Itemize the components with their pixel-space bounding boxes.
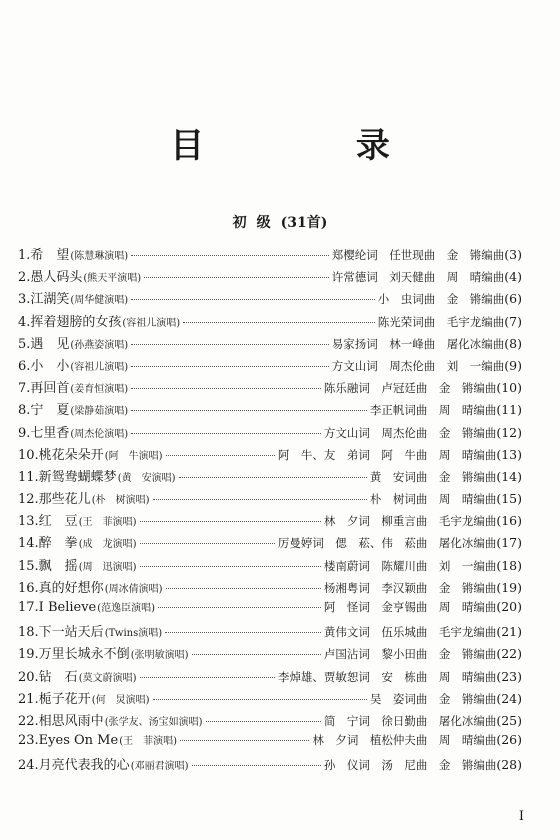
composer-credits: 杨湘粤词 李汉颖曲 金 锵编曲 xyxy=(323,580,497,595)
song-title: 18.下一站天后 xyxy=(18,625,104,641)
song-title: 5.遇 见 xyxy=(18,336,70,352)
singer-credit: (王 菲演唱) xyxy=(78,517,137,529)
dot-leader xyxy=(206,721,321,722)
composer-credits: 简 宁词 徐日勤曲 屠化冰编曲 xyxy=(323,713,497,728)
singer-credit: (张学友、汤宝如演唱) xyxy=(104,716,203,728)
entry-page-number: (26) xyxy=(496,732,522,748)
entry-page-number: (25) xyxy=(496,712,522,728)
composer-credits: 郑樱纶词 任世现曲 金 锵编曲 xyxy=(331,248,505,262)
song-title: 13.红 豆 xyxy=(18,514,78,530)
entry-page-number: (11) xyxy=(496,402,522,418)
entry-page-number: (7) xyxy=(504,313,522,329)
dot-leader xyxy=(166,455,275,456)
entry-page-number: (13) xyxy=(496,446,522,462)
dot-leader xyxy=(131,410,367,411)
composer-credits: 阿 牛、友 弟词 阿 牛曲 周 晴编曲 xyxy=(277,447,497,462)
dot-leader xyxy=(153,499,367,500)
toc-entry xyxy=(18,510,522,532)
singer-credit: (Twins演唱) xyxy=(104,628,163,640)
song-title: 22.相思风雨中 xyxy=(18,713,104,729)
entry-page-number: (3) xyxy=(504,247,522,262)
dot-leader xyxy=(131,366,329,367)
toc-entry xyxy=(18,444,522,466)
dot-leader xyxy=(165,632,321,633)
entry-page-number: (8) xyxy=(504,335,522,351)
song-title: 8.宁 夏 xyxy=(18,403,70,419)
toc-entry xyxy=(18,666,522,688)
dot-leader xyxy=(179,477,367,478)
dot-leader xyxy=(166,588,321,589)
dot-leader xyxy=(131,388,321,389)
song-title: 4.挥着翅膀的女孩 xyxy=(18,314,122,330)
song-title: 19.万里长城永不倒 xyxy=(18,647,130,663)
singer-credit: (邓丽君演唱) xyxy=(130,761,189,773)
toc-entry xyxy=(18,732,522,754)
composer-credits: 孙 仪词 汤 尼曲 金 锵编曲 xyxy=(323,758,497,773)
singer-credit: (阿 牛演唱) xyxy=(104,450,163,462)
entry-page-number: (19) xyxy=(496,579,522,595)
toc-entry xyxy=(18,266,522,288)
song-title: 15.飘 摇 xyxy=(18,558,78,574)
dot-leader xyxy=(158,607,321,608)
section-heading xyxy=(0,212,560,232)
composer-credits: 黄 安词曲 金 锵编曲 xyxy=(369,469,497,484)
song-title: 24.月亮代表我的心 xyxy=(18,758,130,774)
singer-credit: (姜育恒演唱) xyxy=(70,384,129,396)
page-title: 目 录 xyxy=(170,126,460,166)
toc-entry xyxy=(18,466,522,488)
song-title: 10.桃花朵朵开 xyxy=(18,447,104,463)
composer-credits: 易家扬词 林一峰曲 屠化冰编曲 xyxy=(331,336,505,351)
entry-page-number: (12) xyxy=(496,424,522,440)
dot-leader xyxy=(180,740,309,741)
composer-credits: 楼南蔚词 陈耀川曲 刘 一编曲 xyxy=(323,558,497,573)
section-level: 初级 xyxy=(232,215,281,231)
composer-credits: 林 夕词 柳重言曲 毛宇龙编曲 xyxy=(323,514,497,529)
singer-credit: (孙燕姿演唱) xyxy=(70,339,129,351)
singer-credit: (周 迅演唱) xyxy=(78,561,137,573)
song-title: 17.I Believe xyxy=(18,600,97,615)
singer-credit: (梁静茹演唱) xyxy=(70,406,129,418)
composer-credits: 卢国沾词 黎小田曲 金 锵编曲 xyxy=(323,647,497,662)
entry-page-number: (23) xyxy=(496,668,522,684)
toc-entry xyxy=(18,599,522,621)
composer-credits: 阿 怪词 金亨锡曲 周 晴编曲 xyxy=(323,600,497,614)
song-title: 20.钻 石 xyxy=(18,669,78,685)
composer-credits: 黄伟文词 伍乐城曲 毛宇龙编曲 xyxy=(323,625,497,640)
dot-leader xyxy=(131,433,321,434)
dot-leader xyxy=(131,255,329,256)
entry-page-number: (17) xyxy=(496,535,522,551)
entry-page-number: (15) xyxy=(496,491,522,507)
composer-credits: 吴 姿词曲 金 锵编曲 xyxy=(369,691,497,706)
entry-page-number: (22) xyxy=(496,646,522,662)
dot-leader xyxy=(153,699,367,700)
entry-page-number: (6) xyxy=(504,291,522,307)
singer-credit: (朴 树演唱) xyxy=(91,495,150,507)
singer-credit: (何 炅演唱) xyxy=(91,694,150,706)
song-title: 6.小 小 xyxy=(18,358,70,374)
toc-entry xyxy=(18,355,522,377)
composer-credits: 朴 树词曲 周 晴编曲 xyxy=(369,492,497,507)
song-title: 11.新鸳鸯蝴蝶梦 xyxy=(18,469,117,485)
song-title: 7.再回首 xyxy=(18,381,70,397)
toc-entry xyxy=(18,577,522,599)
composer-credits: 林 夕词 植松仲夫曲 周 晴编曲 xyxy=(312,733,497,748)
toc-entry xyxy=(18,311,522,333)
toc-entry xyxy=(18,710,522,732)
singer-credit: (周华健演唱) xyxy=(70,295,129,307)
song-title: 3.江湖笑 xyxy=(18,292,70,308)
singer-credit: (陈慧琳演唱) xyxy=(70,251,129,262)
composer-credits: 方文山词 周杰伦曲 金 锵编曲 xyxy=(323,425,497,440)
toc-entry xyxy=(18,488,522,510)
dot-leader xyxy=(140,566,321,567)
toc-entry xyxy=(18,555,522,577)
dot-leader xyxy=(192,765,321,766)
entry-page-number: (14) xyxy=(496,468,522,484)
singer-credit: (成 龙演唱) xyxy=(78,539,137,551)
page-number: I xyxy=(518,809,524,824)
composer-credits: 厉曼婷词 偲 菘、伟 菘曲 屠化冰编曲 xyxy=(277,536,497,551)
composer-credits: 方文山词 周杰伦曲 刘 一编曲 xyxy=(331,358,505,373)
composer-credits: 小 虫词曲 金 锵编曲 xyxy=(377,292,505,307)
singer-credit: (熊天平演唱) xyxy=(83,273,142,285)
singer-credit: (黄 安演唱) xyxy=(117,472,176,484)
toc-entry xyxy=(18,244,522,266)
dot-leader xyxy=(140,521,321,522)
toc-entry xyxy=(18,288,522,310)
song-title: 14.醉 拳 xyxy=(18,536,78,552)
entry-page-number: (9) xyxy=(504,357,522,373)
toc-entry xyxy=(18,621,522,643)
song-title: 12.那些花儿 xyxy=(18,492,91,508)
composer-credits: 许常德词 刘天健曲 周 晴编曲 xyxy=(331,270,505,285)
singer-credit: (周杰伦演唱) xyxy=(70,428,129,440)
dot-leader xyxy=(140,677,275,678)
song-title: 21.栀子花开 xyxy=(18,691,91,707)
entry-page-number: (21) xyxy=(496,624,522,640)
dot-leader xyxy=(131,299,375,300)
song-title: 2.愚人码头 xyxy=(18,270,83,286)
dot-leader xyxy=(131,344,329,345)
toc-entry xyxy=(18,532,522,554)
singer-credit: (周冰倩演唱) xyxy=(104,583,163,595)
entry-page-number: (16) xyxy=(496,513,522,529)
table-of-contents xyxy=(18,244,522,777)
composer-credits: 李正帆词曲 周 晴编曲 xyxy=(369,403,497,418)
singer-credit: (王 菲演唱) xyxy=(119,736,177,748)
singer-credit: (张明敏演唱) xyxy=(130,650,189,662)
song-title: 23.Eyes On Me xyxy=(18,733,119,749)
entry-page-number: (4) xyxy=(504,269,522,285)
composer-credits: 陈光荣词曲 毛宇龙编曲 xyxy=(377,314,505,329)
singer-credit: (范逸臣演唱) xyxy=(97,603,156,614)
toc-entry xyxy=(18,754,522,776)
entry-page-number: (24) xyxy=(496,690,522,706)
singer-credit: (容祖儿演唱) xyxy=(122,317,181,329)
dot-leader xyxy=(140,543,275,544)
song-title: 1.希 望 xyxy=(18,248,70,263)
dot-leader xyxy=(183,322,375,323)
toc-entry xyxy=(18,333,522,355)
toc-entry xyxy=(18,688,522,710)
composer-credits: 陈乐融词 卢冠廷曲 金 锵编曲 xyxy=(323,381,497,396)
section-count: (31首) xyxy=(280,215,328,231)
dot-leader xyxy=(192,654,321,655)
entry-page-number: (28) xyxy=(496,757,522,773)
singer-credit: (莫文蔚演唱) xyxy=(78,672,137,684)
toc-entry xyxy=(18,377,522,399)
song-title: 9.七里香 xyxy=(18,425,70,441)
toc-entry xyxy=(18,399,522,421)
entry-page-number: (20) xyxy=(496,599,522,614)
dot-leader xyxy=(144,277,329,278)
singer-credit: (容祖儿演唱) xyxy=(70,361,129,373)
entry-page-number: (18) xyxy=(496,557,522,573)
toc-entry xyxy=(18,643,522,665)
toc-entry xyxy=(18,422,522,444)
composer-credits: 李焯雄、贾敏恕词 安 栋曲 周 晴编曲 xyxy=(277,669,497,684)
song-title: 16.真的好想你 xyxy=(18,580,104,596)
entry-page-number: (10) xyxy=(496,380,522,396)
